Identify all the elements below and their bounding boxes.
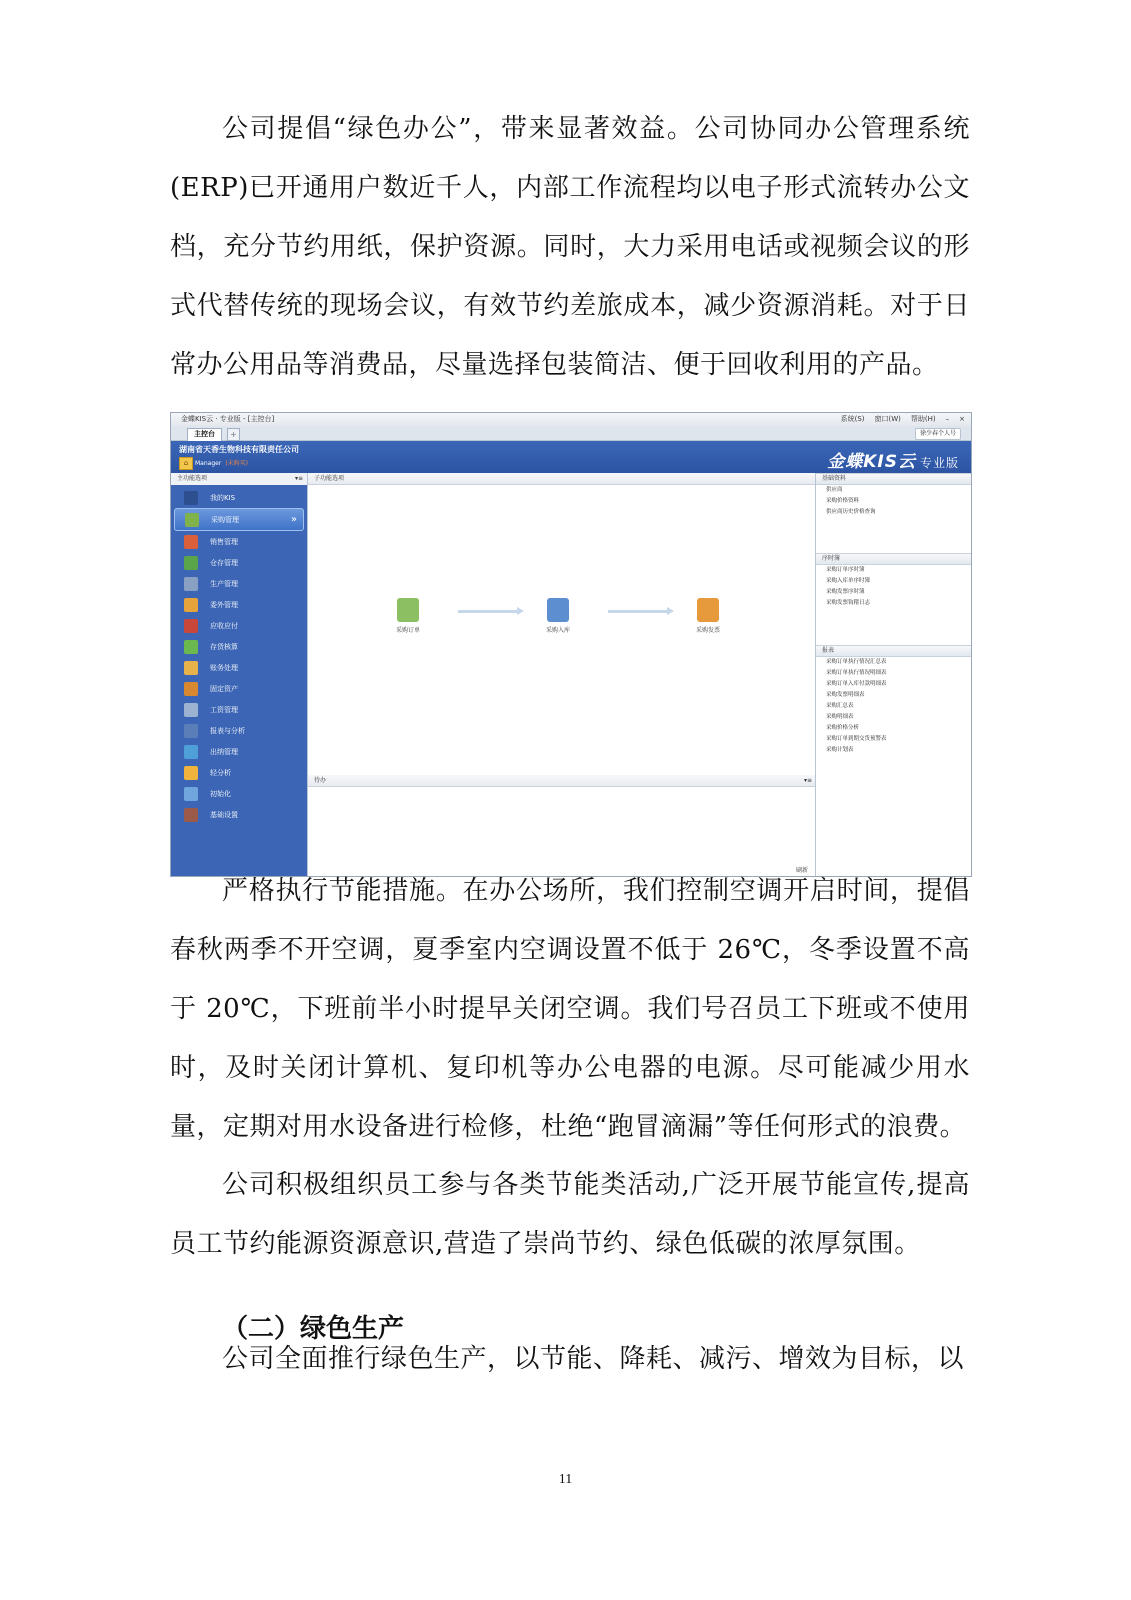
link-section-title: 报表	[816, 645, 972, 657]
header-banner	[171, 441, 971, 473]
sub-function-title: 子功能选项	[314, 475, 345, 482]
sidebar-item-label: 销售管理	[210, 537, 238, 546]
sidebar-item[interactable]	[174, 594, 304, 615]
sidebar-item[interactable]	[174, 615, 304, 636]
add-tab-button[interactable]: +	[227, 428, 240, 441]
section-heading: （二）绿色生产	[222, 1314, 405, 1344]
system-menu	[841, 413, 965, 426]
flow-node[interactable]	[378, 598, 438, 634]
module-icon	[184, 598, 198, 612]
main-function-sidebar	[171, 473, 307, 876]
user-role	[195, 458, 248, 467]
quick-link[interactable]: 采购订单序时簿	[826, 567, 865, 573]
menu-help[interactable]: 帮助(H)	[910, 415, 936, 423]
sidebar-item-label: 初始化	[210, 789, 231, 798]
tab-bar	[171, 426, 971, 441]
home-icon[interactable]: ⌂	[179, 457, 193, 470]
tab-main-console[interactable]: 主控台	[187, 428, 222, 441]
module-icon	[184, 682, 198, 696]
menu-window[interactable]: 窗口(W)	[874, 415, 901, 423]
edition-note: (未购买)	[225, 460, 248, 467]
sub-function-panel	[307, 473, 816, 876]
link-section	[816, 645, 972, 756]
sub-function-header	[308, 473, 816, 485]
sidebar-item[interactable]	[174, 508, 304, 531]
module-icon	[184, 745, 198, 759]
sidebar-item[interactable]	[174, 487, 304, 508]
flow-arrow-icon	[458, 610, 518, 613]
window-title: 金蝶KIS云 · 专业版 - [主控台]	[181, 415, 275, 423]
sidebar-item-label: 存货核算	[210, 642, 238, 651]
quick-link[interactable]: 采购发票钩稽日志	[826, 600, 871, 606]
pin-icon[interactable]: ▾≡	[294, 475, 303, 482]
window-titlebar	[171, 413, 971, 426]
expand-arrow-icon: »	[290, 514, 297, 525]
sidebar-item[interactable]	[174, 678, 304, 699]
module-icon	[184, 491, 198, 505]
sidebar-item-label: 报表与分析	[210, 726, 245, 735]
quick-link[interactable]: 采购订单执行情况汇总表	[826, 659, 887, 665]
quick-link[interactable]: 采购发票明细表	[826, 692, 865, 698]
link-section-title: 序时簿	[816, 553, 972, 565]
brand-edition: 专业版	[919, 456, 959, 470]
sidebar-title: 主功能选项	[177, 475, 208, 482]
module-icon	[184, 766, 198, 780]
sidebar-list	[171, 485, 307, 825]
module-icon	[184, 640, 198, 654]
sidebar-item[interactable]	[174, 531, 304, 552]
quick-link[interactable]: 供应商历史价格查询	[826, 509, 876, 515]
todo-panel	[308, 775, 816, 787]
pin-icon[interactable]: ▾≡	[803, 777, 812, 784]
module-icon	[185, 513, 199, 527]
module-icon	[184, 535, 198, 549]
module-icon	[184, 661, 198, 675]
quick-link[interactable]: 采购订单入库付款明细表	[826, 681, 887, 687]
document-icon	[697, 598, 719, 622]
module-icon	[184, 577, 198, 591]
sidebar-item[interactable]	[174, 636, 304, 657]
user-account-button[interactable]: 徐少春个人号	[915, 428, 961, 440]
paragraph-green-production: 公司全面推行绿色生产，以节能、降耗、减污、增效为目标，以	[222, 1344, 965, 1374]
todo-title: 待办	[314, 777, 327, 784]
sidebar-item-label: 固定资产	[210, 684, 238, 693]
flow-node-label: 采购订单	[395, 627, 420, 634]
close-button[interactable]: ×	[959, 415, 965, 423]
link-section	[816, 553, 972, 609]
sidebar-item[interactable]	[174, 699, 304, 720]
quick-link[interactable]: 采购价格资料	[826, 498, 860, 504]
document-icon	[397, 598, 419, 622]
sidebar-item-label: 账务处理	[210, 663, 238, 672]
quick-links-pane	[815, 473, 972, 876]
flow-node[interactable]	[678, 598, 738, 634]
sidebar-item[interactable]	[174, 720, 304, 741]
document-icon	[547, 598, 569, 622]
sidebar-item-label: 采购管理	[211, 515, 239, 524]
quick-link[interactable]: 采购入库单序时簿	[826, 578, 871, 584]
refresh-button[interactable]: 刷新	[795, 867, 808, 874]
sidebar-item[interactable]	[174, 552, 304, 573]
module-icon	[184, 703, 198, 717]
quick-link[interactable]: 采购价格分析	[826, 725, 860, 731]
paragraph-green-office: 公司提倡“绿色办公”，带来显著效益。公司协同办公管理系统(ERP)已开通用户数近千人，内部工作流程均以电子形式流转办公文档，充分节约用纸，保护资源。同时，大力采用电话或视频会议的形式代替传统的现场会议，有效节约差旅成本，减少资源消耗。对于日常办公用品等消费品，尽量选择包装简洁、便于回收利用的产品。	[170, 114, 970, 380]
sidebar-item-label: 我的KIS	[210, 493, 236, 502]
page-number: 11	[558, 1472, 573, 1487]
sidebar-item-label: 委外管理	[210, 600, 238, 609]
quick-link[interactable]: 采购发票序时簿	[826, 589, 865, 595]
quick-link[interactable]: 采购订单执行情况明细表	[826, 670, 887, 676]
quick-link[interactable]: 采购明细表	[826, 714, 854, 720]
sidebar-header	[171, 473, 307, 485]
module-icon	[184, 556, 198, 570]
sidebar-item[interactable]	[174, 783, 304, 804]
sidebar-item[interactable]	[174, 762, 304, 783]
quick-link[interactable]: 采购汇总表	[826, 703, 854, 709]
module-icon	[184, 787, 198, 801]
sidebar-item-label: 仓存管理	[210, 558, 238, 567]
sidebar-item-label: 应收应付	[210, 621, 238, 630]
flow-node-label: 采购入库	[545, 627, 570, 634]
erp-screenshot	[170, 412, 972, 877]
quick-link[interactable]: 供应商	[826, 487, 843, 493]
module-icon	[184, 808, 198, 822]
menu-system[interactable]: 系统(S)	[840, 415, 865, 423]
sidebar-item-label: 轻分析	[210, 768, 231, 777]
paragraph-energy-activities: 公司积极组织员工参与各类节能类活动,广泛开展节能宣传,提高员工节约能源资源意识,营造了崇尚节约、绿色低碳的浓厚氛围。	[170, 1170, 970, 1259]
sidebar-item[interactable]	[174, 804, 304, 825]
manager-label: Manager	[195, 460, 222, 467]
flow-arrow-icon	[608, 610, 668, 613]
sidebar-item-label: 生产管理	[210, 579, 238, 588]
sidebar-item[interactable]	[174, 741, 304, 762]
minimize-button[interactable]: –	[945, 415, 950, 423]
company-name: 湖南省天香生物科技有限责任公司	[179, 445, 299, 454]
purchase-flow-diagram	[308, 598, 816, 658]
link-section	[816, 473, 972, 518]
todo-header	[308, 775, 816, 787]
quick-link[interactable]: 采购订单到期交货预警表	[826, 736, 887, 742]
sidebar-item[interactable]	[174, 657, 304, 678]
module-icon	[184, 619, 198, 633]
link-section-title: 基础资料	[816, 473, 972, 485]
flow-node-label: 采购发票	[695, 627, 720, 634]
sidebar-item[interactable]	[174, 573, 304, 594]
brand-name: 金蝶KIS云	[827, 452, 916, 472]
sidebar-item-label: 基础设置	[210, 810, 238, 819]
flow-node[interactable]	[528, 598, 588, 634]
sidebar-item-label: 出纳管理	[210, 747, 238, 756]
paragraph-energy-saving: 严格执行节能措施。在办公场所，我们控制空调开启时间，提倡春秋两季不开空调，夏季室内空调设置不低于 26℃，冬季设置不高于 20℃，下班前半小时提早关闭空调。我们号召员工下班或不使用时，及时关闭计算机、复印机等办公电器的电源。尽可能减少用水量，定期对用水设备进行检修，杜绝“跑冒滴漏”等任何形式的浪费。	[170, 876, 970, 1142]
brand-logo	[827, 447, 959, 472]
module-icon	[184, 724, 198, 738]
quick-link[interactable]: 采购计划表	[826, 747, 854, 753]
sidebar-item-label: 工资管理	[210, 705, 238, 714]
